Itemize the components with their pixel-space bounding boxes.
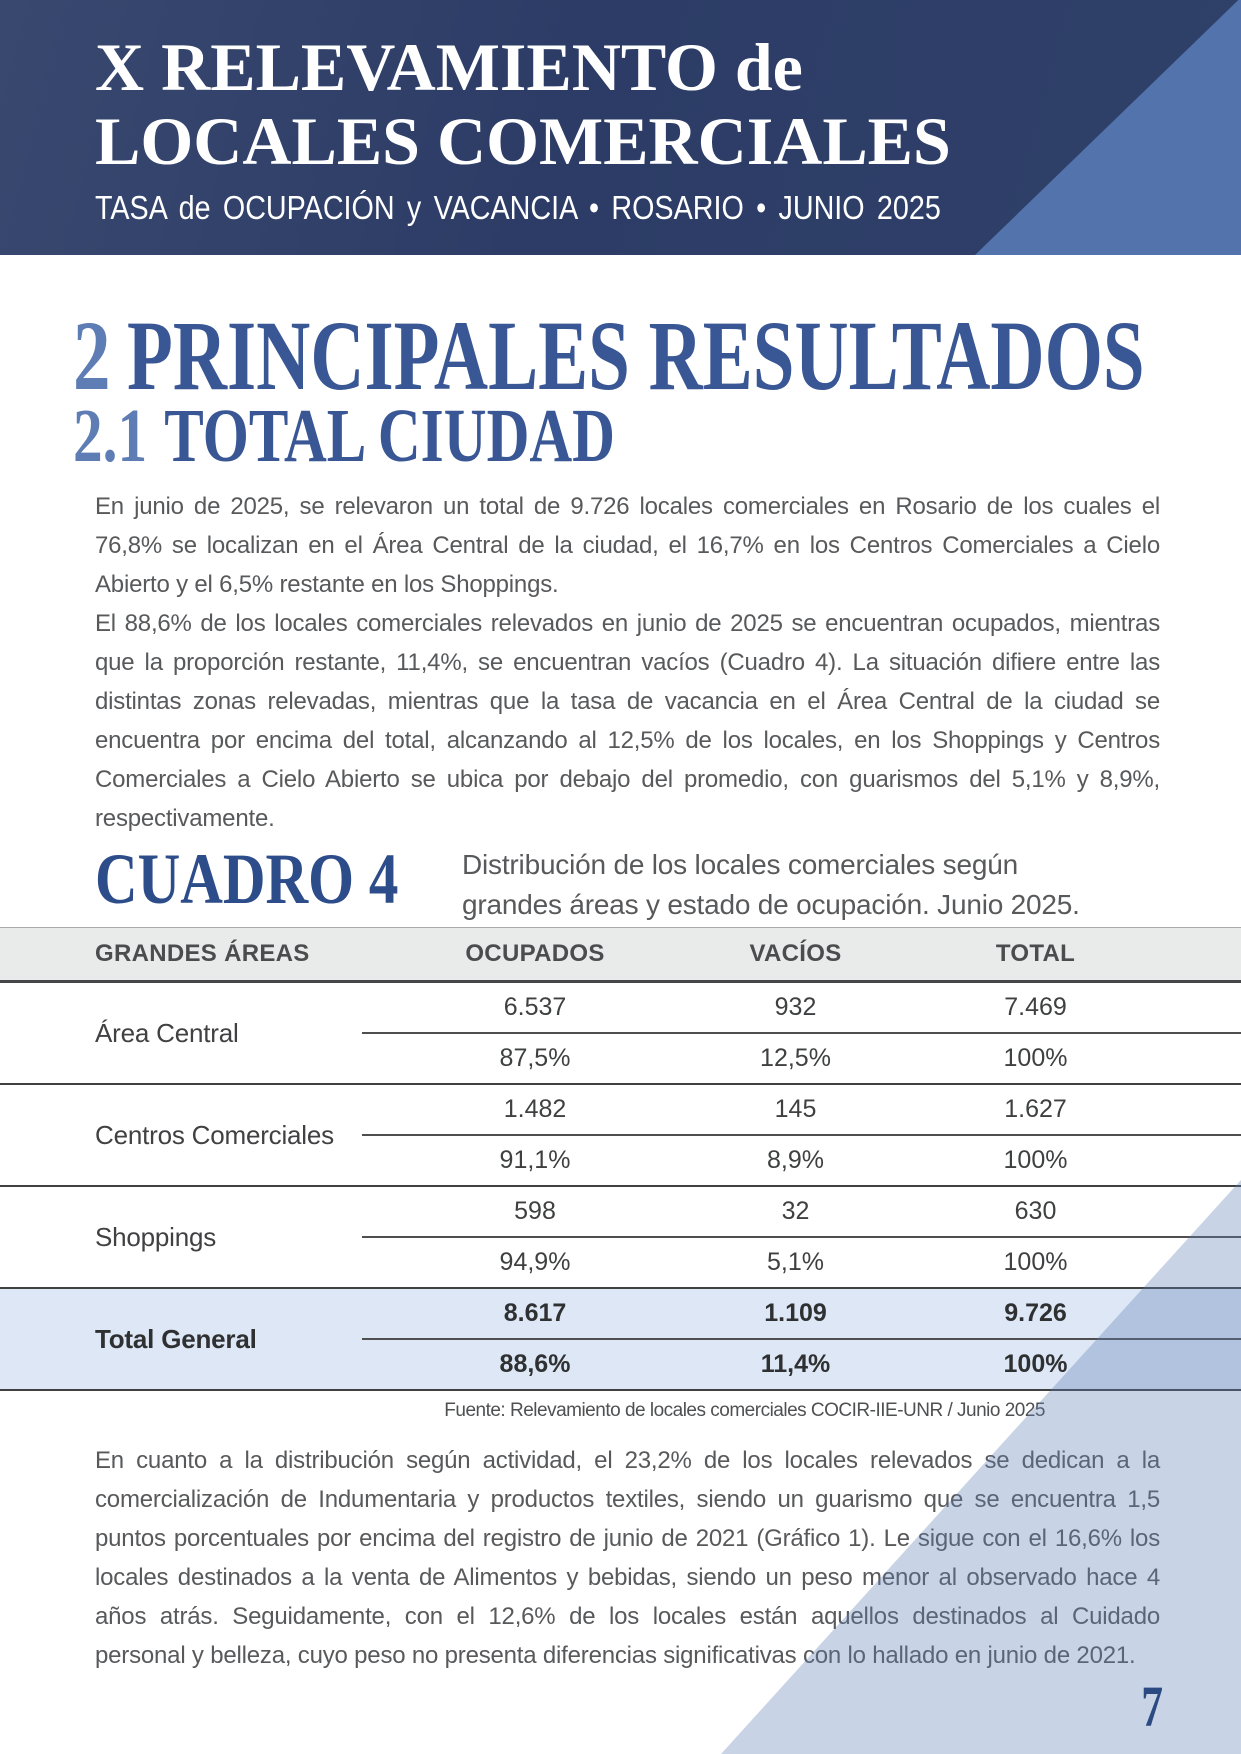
occupied-percent-cell: 94,9%	[499, 1248, 571, 1276]
row-values	[362, 1085, 1241, 1185]
vacant-percent-cell: 5,1%	[767, 1248, 824, 1276]
occupied-percent-cell: 88,6%	[499, 1350, 571, 1378]
subsection-title: TOTAL CIUDAD	[164, 394, 616, 478]
vacant-percent-cell: 12,5%	[760, 1044, 831, 1072]
section-heading	[73, 300, 1145, 411]
table-row-group	[0, 983, 1241, 1085]
vacant-count-cell: 1.109	[764, 1299, 827, 1327]
occupied-percent-cell: 91,1%	[499, 1146, 571, 1174]
row-values	[362, 1289, 1241, 1389]
percents-row	[362, 1034, 1241, 1083]
vacant-count-cell: 145	[774, 1095, 817, 1123]
vacant-percent-cell: 8,9%	[767, 1146, 824, 1174]
column-header-areas: GRANDES ÁREAS	[95, 940, 310, 967]
total-percent-cell: 100%	[1003, 1350, 1068, 1378]
vacant-count-cell: 32	[781, 1197, 810, 1225]
data-table	[0, 927, 1241, 1391]
total-percent-cell: 100%	[1003, 1044, 1068, 1072]
total-percent-cell: 100%	[1003, 1248, 1068, 1276]
total-count-cell: 630	[1014, 1197, 1057, 1225]
report-subtitle: TASA de OCUPACIÓN y VACANCIA • ROSARIO • JUNIO 2025	[95, 189, 941, 226]
paragraph-intro: En junio de 2025, se relevaron un total de 9.726 locales comerciales en Rosario de los cuales el 76,8% se localizan en el Área Central de la ciudad, el 16,7% en los Centros Comerciales a Cielo Abierto y el 6,5% restante en los Shoppings.	[95, 493, 1160, 598]
row-values	[362, 1187, 1241, 1287]
counts-row	[362, 1187, 1241, 1236]
header-text-block	[95, 30, 1067, 226]
table-label: CUADRO 4	[95, 839, 399, 919]
vacant-percent-cell: 11,4%	[760, 1350, 831, 1378]
section-title: PRINCIPALES RESULTADOS	[127, 300, 1145, 411]
area-label: Total General	[95, 1323, 257, 1354]
table-header-row	[0, 927, 1241, 983]
total-count-cell: 7.469	[1004, 993, 1067, 1021]
counts-row	[362, 983, 1241, 1032]
percents-row	[362, 1136, 1241, 1185]
counts-row	[362, 1085, 1241, 1134]
table-caption-line1: Distribución de los locales comerciales según	[462, 849, 1018, 880]
area-label: Área Central	[95, 1017, 239, 1048]
percents-row	[362, 1238, 1241, 1287]
table-caption-line2: grandes áreas y estado de ocupación. Junio 2025.	[462, 889, 1080, 920]
percents-row	[362, 1340, 1241, 1389]
table-source-note: Fuente: Relevamiento de locales comerciales COCIR-IIE-UNR / Junio 2025	[444, 1400, 1045, 1421]
area-label: Shoppings	[95, 1221, 217, 1252]
table-caption	[462, 845, 1172, 925]
table-body	[0, 983, 1241, 1391]
occupied-count-cell: 6.537	[503, 993, 567, 1021]
occupied-count-cell: 598	[514, 1197, 556, 1225]
column-header-occupied: OCUPADOS	[465, 940, 605, 967]
table-row-group	[0, 1289, 1241, 1391]
section-number: 2	[73, 300, 111, 411]
paragraph-activity: En cuanto a la distribución según actividad, el 23,2% de los locales relevados se dedican a la comercialización de Indumentaria y productos textiles, siendo un guarismo que se encuentra 1,5 puntos porcentuales por encima del registro de junio de 2021 (Gráfico 1). Le sigue con el 16,6% los locales destinados a la venta de Alimentos y bebidas, siendo un peso menor al observado hace 4 años atrás. Seguidamente, con el 12,6% de los locales están aquellos destinados al Cuidado personal y belleza, cuyo peso no presenta diferencias significativas con lo hallado en junio de 2021.	[95, 1447, 1160, 1669]
table-row-group	[0, 1187, 1241, 1289]
row-values	[362, 983, 1241, 1083]
column-header-vacant: VACÍOS	[749, 940, 842, 967]
report-title-line2: LOCALES COMERCIALES	[95, 103, 951, 179]
total-percent-cell: 100%	[1003, 1146, 1068, 1174]
page-number: 7	[1141, 1674, 1163, 1739]
occupied-percent-cell: 87,5%	[499, 1044, 571, 1072]
paragraph-occupancy: El 88,6% de los locales comerciales relevados en junio de 2025 se encuentran ocupados, mientras que la proporción restante, 11,4%, se encuentran vacíos (Cuadro 4). La situación difiere entre las distintas zonas relevadas, mientras que la tasa de vacancia en el Área Central de la ciudad se encuentra por encima del total, alcanzando al 12,5% de los locales, en los Shoppings y Centros Comerciales a Cielo Abierto se ubica por debajo del promedio, con guarismos del 5,1% y 8,9%, respectivamente.	[95, 610, 1160, 832]
area-label: Centros Comerciales	[95, 1119, 334, 1150]
subsection-number: 2.1	[73, 394, 148, 478]
table-row-group	[0, 1085, 1241, 1187]
header-banner	[0, 0, 1241, 255]
total-count-cell: 9.726	[1004, 1299, 1067, 1327]
subsection-heading	[73, 394, 616, 478]
counts-row	[362, 1289, 1241, 1338]
vacant-count-cell: 932	[774, 993, 817, 1021]
report-title-line1: X RELEVAMIENTO de	[95, 29, 803, 105]
occupied-count-cell: 8.617	[503, 1299, 567, 1327]
column-header-total: TOTAL	[995, 940, 1076, 967]
total-count-cell: 1.627	[1004, 1095, 1067, 1123]
occupied-count-cell: 1.482	[503, 1095, 567, 1123]
